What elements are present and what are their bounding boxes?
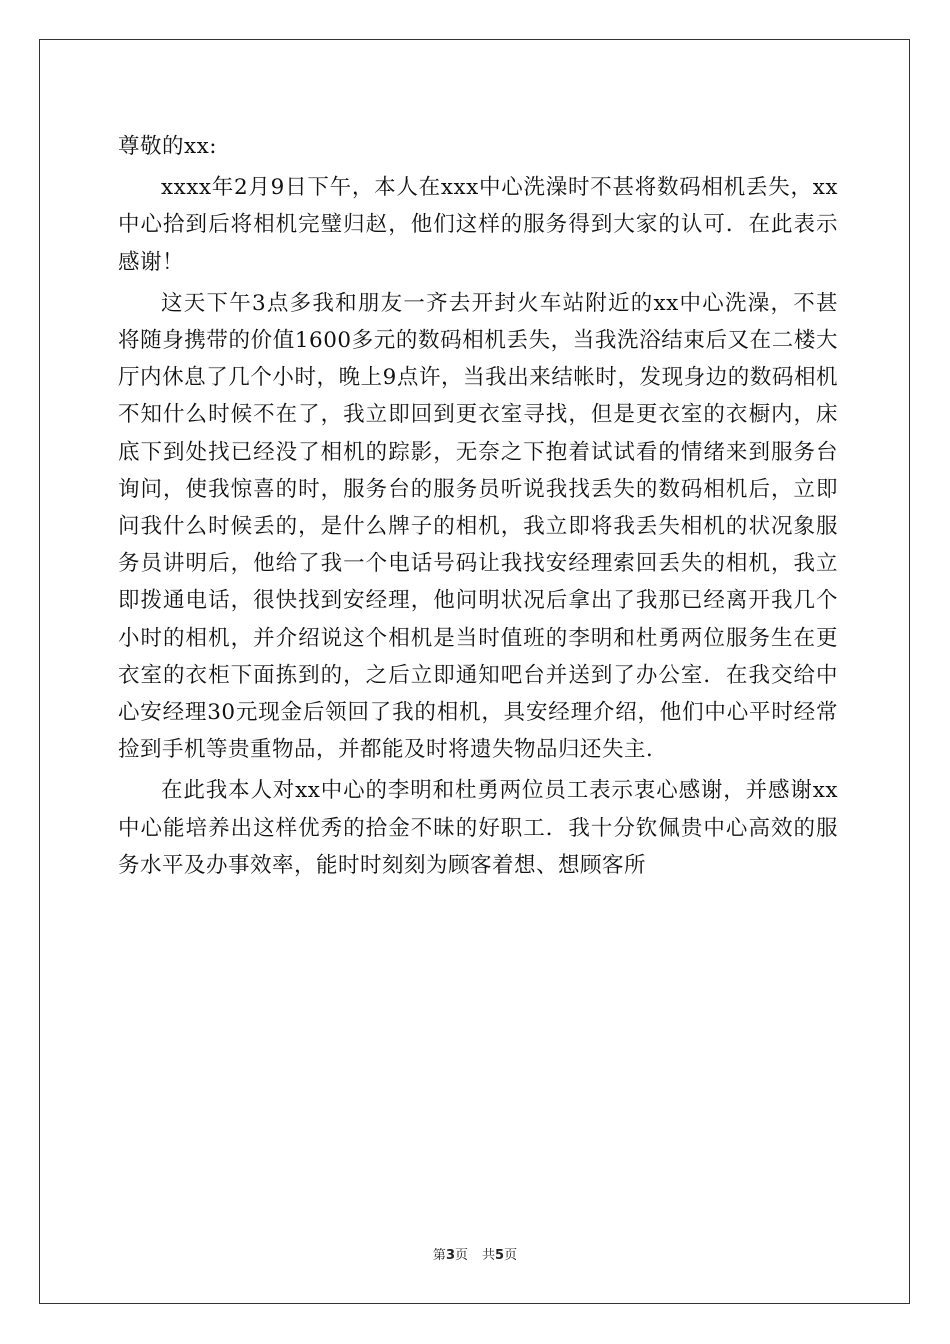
page-number: 3 xyxy=(445,1248,455,1263)
total-suffix: 页 xyxy=(504,1248,518,1263)
total-prefix: 共 xyxy=(482,1248,496,1263)
paragraph-3: 在此我本人对xx中心的李明和杜勇两位员工表示衷心感谢，并感谢xx中心能培养出这样优秀的拾金不昧的好职工．我十分钦佩贵中心高效的服务水平及办事效率，能时时刻刻为顾客着想、想顾客所 xyxy=(118,778,838,878)
paragraph-2: 这天下午3点多我和朋友一齐去开封火车站附近的xx中心洗澡，不甚将随身携带的价值1600多元的数码相机丢失，当我洗浴结束后又在二楼大厅内休息了几个小时，晚上9点许，当我出来结帐时，发现身边的数码相机不知什么时候不在了，我立即回到更衣室寻找，但是更衣室的衣橱内，床底下到处找已经没了相机的踪影，无奈之下抱着试试看的情绪来到服务台询问，使我惊喜的时，服务台的服务员听说我找丢失的数码相机后，立即问我什么时候丢的，是什么牌子的相机，我立即将我丢失相机的状况象服务员讲明后，他给了我一个电话号码让我找安经理索回丢失的相机，我立即拨通电话，很快找到安经理，他问明状况后拿出了我那已经离开我几个小时的相机，并介绍说这个相机是当时值班的李明和杜勇两位服务生在更衣室的衣柜下面拣到的，之后立即通知吧台并送到了办公室．在我交给中心安经理30元现金后领回了我的相机，具安经理介绍，他们中心平时经常捡到手机等贵重物品，并都能及时将遗失物品归还失主． xyxy=(118,290,838,763)
paragraph-1: xxxx年2月9日下午，本人在xxx中心洗澡时不甚将数码相机丢失，xx中心拾到后将相机完璧归赵，他们这样的服务得到大家的认可．在此表示感谢！ xyxy=(118,175,838,275)
salutation: 尊敬的xx: xyxy=(118,134,217,159)
letter-body xyxy=(118,128,838,888)
page-prefix: 第 xyxy=(432,1248,446,1263)
total-pages: 5 xyxy=(495,1248,505,1263)
page-suffix: 页 xyxy=(454,1248,468,1263)
page-footer xyxy=(0,1244,950,1263)
